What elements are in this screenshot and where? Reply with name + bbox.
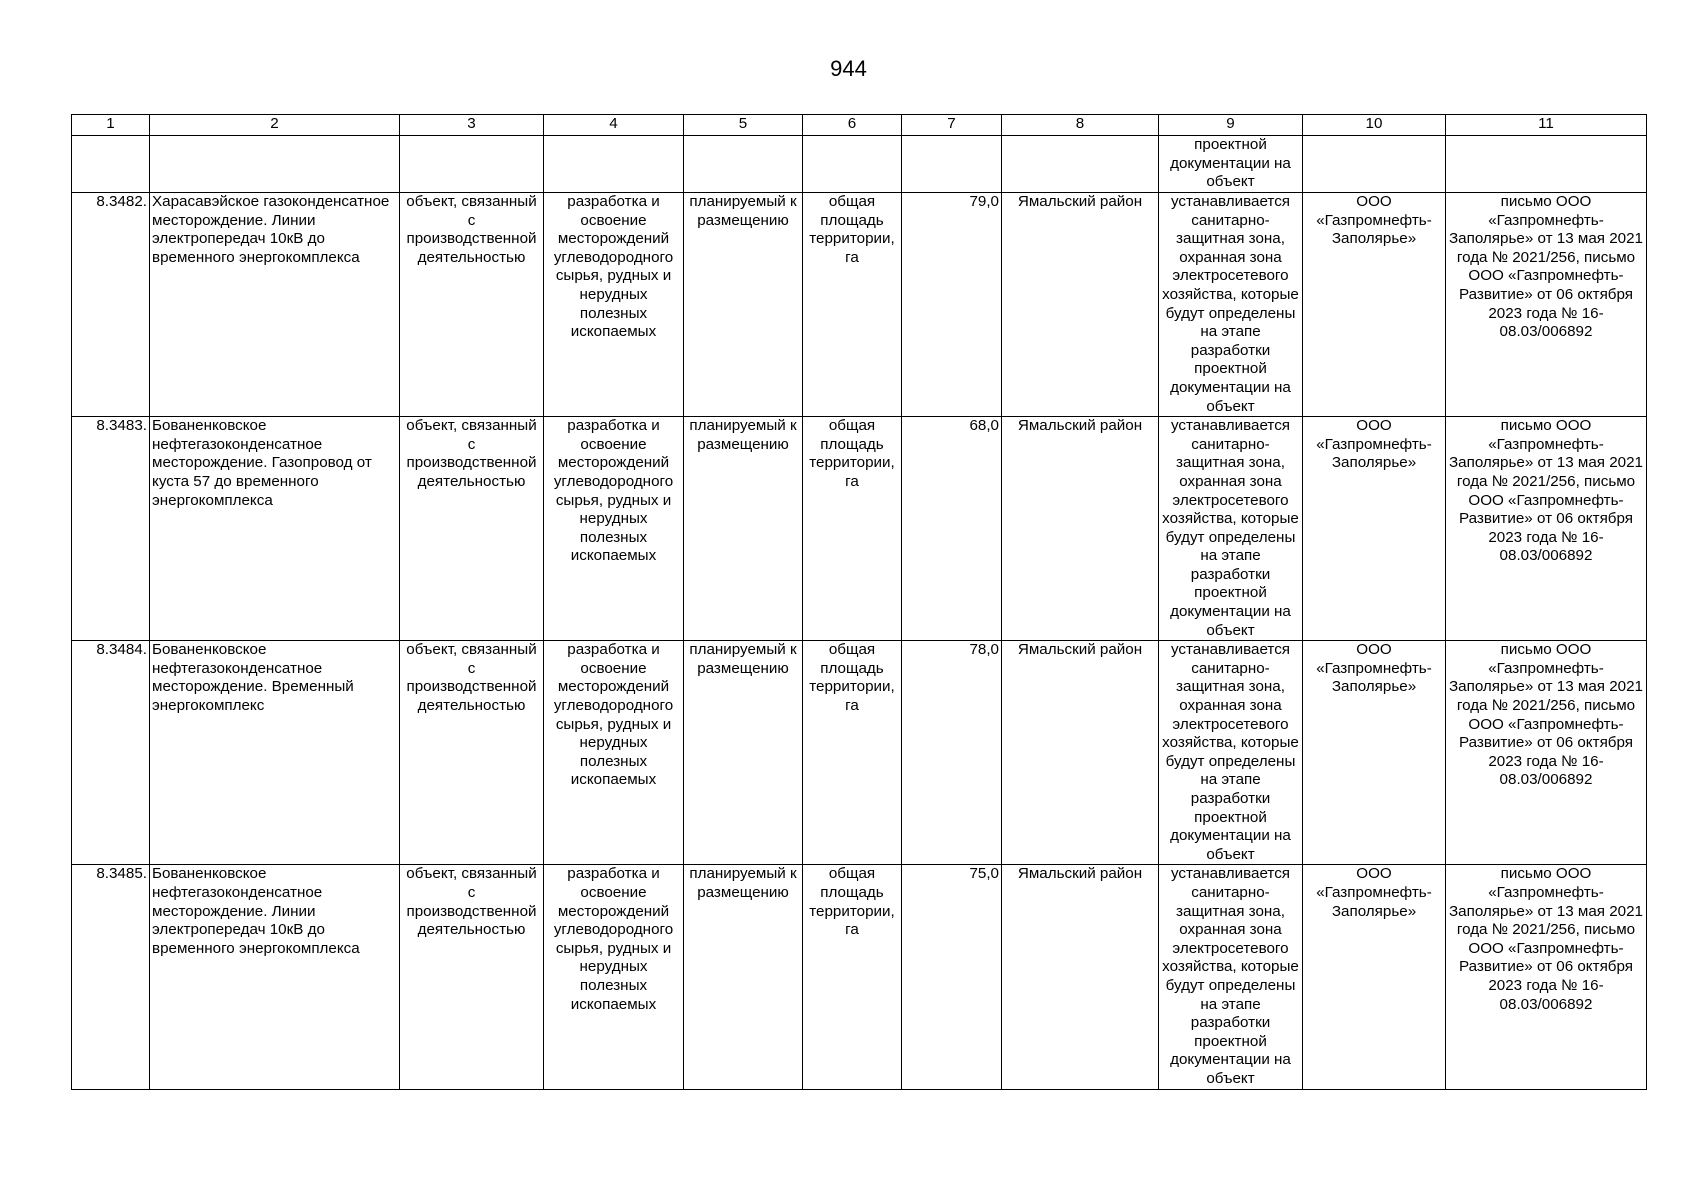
- cell-purpose: разработка и освоение месторождений углеводородного сырья, рудных и нерудных полезных ископаемых: [544, 641, 684, 865]
- column-header: 5: [684, 115, 803, 136]
- cell-district: Ямальский район: [1002, 641, 1159, 865]
- cell-zone: устанавливается санитарно-защитная зона, охранная зона электросетевого хозяйства, которые будут определены на этапе разработки проектной документации на объект: [1159, 417, 1303, 641]
- cell-status: [684, 136, 803, 193]
- cell-object-type: объект, связанный с производственной деятельностью: [400, 417, 544, 641]
- cell-object-type: объект, связанный с производственной деятельностью: [400, 865, 544, 1089]
- cell-zone: проектной документации на объект: [1159, 136, 1303, 193]
- cell-basis: письмо ООО «Газпромнефть-Заполярье» от 13 мая 2021 года № 2021/256, письмо ООО «Газпромнефть-Развитие» от 06 октября 2023 года № 16-08.03/006892: [1446, 193, 1647, 417]
- cell-area: 79,0: [902, 193, 1002, 417]
- cell-area: 78,0: [902, 641, 1002, 865]
- cell-object-name: [150, 136, 400, 193]
- cell-basis: письмо ООО «Газпромнефть-Заполярье» от 13 мая 2021 года № 2021/256, письмо ООО «Газпромнефть-Развитие» от 06 октября 2023 года № 16-08.03/006892: [1446, 865, 1647, 1089]
- cell-characteristic: [803, 136, 902, 193]
- column-header: 6: [803, 115, 902, 136]
- header-row: [72, 115, 1647, 136]
- column-header: 2: [150, 115, 400, 136]
- cell-number: 8.3482.: [72, 193, 150, 417]
- cell-status: планируемый к размещению: [684, 193, 803, 417]
- cell-status: планируемый к размещению: [684, 417, 803, 641]
- cell-number: 8.3485.: [72, 865, 150, 1089]
- cell-purpose: разработка и освоение месторождений углеводородного сырья, рудных и нерудных полезных ископаемых: [544, 193, 684, 417]
- cell-object-name: Бованенковское нефтегазоконденсатное месторождение. Газопровод от куста 57 до временного энергокомплекса: [150, 417, 400, 641]
- cell-object-name: Бованенковское нефтегазоконденсатное месторождение. Линии электропередач 10кВ до временного энергокомплекса: [150, 865, 400, 1089]
- cell-organization: ООО «Газпромнефть-Заполярье»: [1303, 417, 1446, 641]
- cell-district: Ямальский район: [1002, 865, 1159, 1089]
- column-header: 7: [902, 115, 1002, 136]
- cell-number: 8.3483.: [72, 417, 150, 641]
- cell-basis: [1446, 136, 1647, 193]
- cell-organization: ООО «Газпромнефть-Заполярье»: [1303, 641, 1446, 865]
- cell-status: планируемый к размещению: [684, 641, 803, 865]
- cell-object-type: объект, связанный с производственной деятельностью: [400, 193, 544, 417]
- cell-organization: [1303, 136, 1446, 193]
- cell-object-type: [400, 136, 544, 193]
- cell-purpose: разработка и освоение месторождений углеводородного сырья, рудных и нерудных полезных ископаемых: [544, 417, 684, 641]
- cell-area: 68,0: [902, 417, 1002, 641]
- column-header: 11: [1446, 115, 1647, 136]
- column-header: 1: [72, 115, 150, 136]
- cell-district: Ямальский район: [1002, 193, 1159, 417]
- cell-organization: ООО «Газпромнефть-Заполярье»: [1303, 193, 1446, 417]
- cell-object-name: Бованенковское нефтегазоконденсатное месторождение. Временный энергокомплекс: [150, 641, 400, 865]
- cell-characteristic: общая площадь территории, га: [803, 641, 902, 865]
- column-header: 8: [1002, 115, 1159, 136]
- table-row: [72, 641, 1647, 865]
- cell-area: [902, 136, 1002, 193]
- cell-area: 75,0: [902, 865, 1002, 1089]
- page-number: 944: [830, 56, 867, 81]
- cell-characteristic: общая площадь территории, га: [803, 193, 902, 417]
- cell-organization: ООО «Газпромнефть-Заполярье»: [1303, 865, 1446, 1089]
- table-row: [72, 417, 1647, 641]
- column-header: 4: [544, 115, 684, 136]
- cell-basis: письмо ООО «Газпромнефть-Заполярье» от 13 мая 2021 года № 2021/256, письмо ООО «Газпромнефть-Развитие» от 06 октября 2023 года № 16-08.03/006892: [1446, 641, 1647, 865]
- cell-zone: устанавливается санитарно-защитная зона, охранная зона электросетевого хозяйства, которые будут определены на этапе разработки проектной документации на объект: [1159, 193, 1303, 417]
- cell-characteristic: общая площадь территории, га: [803, 417, 902, 641]
- table-row: [72, 865, 1647, 1089]
- table-row: [72, 193, 1647, 417]
- continuation-row: [72, 136, 1647, 193]
- cell-status: планируемый к размещению: [684, 865, 803, 1089]
- cell-number: 8.3484.: [72, 641, 150, 865]
- cell-object-name: Харасавэйское газоконденсатное месторождение. Линии электропередач 10кВ до временного энергокомплекса: [150, 193, 400, 417]
- cell-basis: письмо ООО «Газпромнефть-Заполярье» от 13 мая 2021 года № 2021/256, письмо ООО «Газпромнефть-Развитие» от 06 октября 2023 года № 16-08.03/006892: [1446, 417, 1647, 641]
- cell-zone: устанавливается санитарно-защитная зона, охранная зона электросетевого хозяйства, которые будут определены на этапе разработки проектной документации на объект: [1159, 641, 1303, 865]
- registry-table: [71, 114, 1647, 1090]
- cell-object-type: объект, связанный с производственной деятельностью: [400, 641, 544, 865]
- cell-district: [1002, 136, 1159, 193]
- cell-district: Ямальский район: [1002, 417, 1159, 641]
- cell-zone: устанавливается санитарно-защитная зона, охранная зона электросетевого хозяйства, которые будут определены на этапе разработки проектной документации на объект: [1159, 865, 1303, 1089]
- cell-purpose: разработка и освоение месторождений углеводородного сырья, рудных и нерудных полезных ископаемых: [544, 865, 684, 1089]
- cell-number: [72, 136, 150, 193]
- column-header: 9: [1159, 115, 1303, 136]
- column-header: 10: [1303, 115, 1446, 136]
- cell-purpose: [544, 136, 684, 193]
- cell-characteristic: общая площадь территории, га: [803, 865, 902, 1089]
- column-header: 3: [400, 115, 544, 136]
